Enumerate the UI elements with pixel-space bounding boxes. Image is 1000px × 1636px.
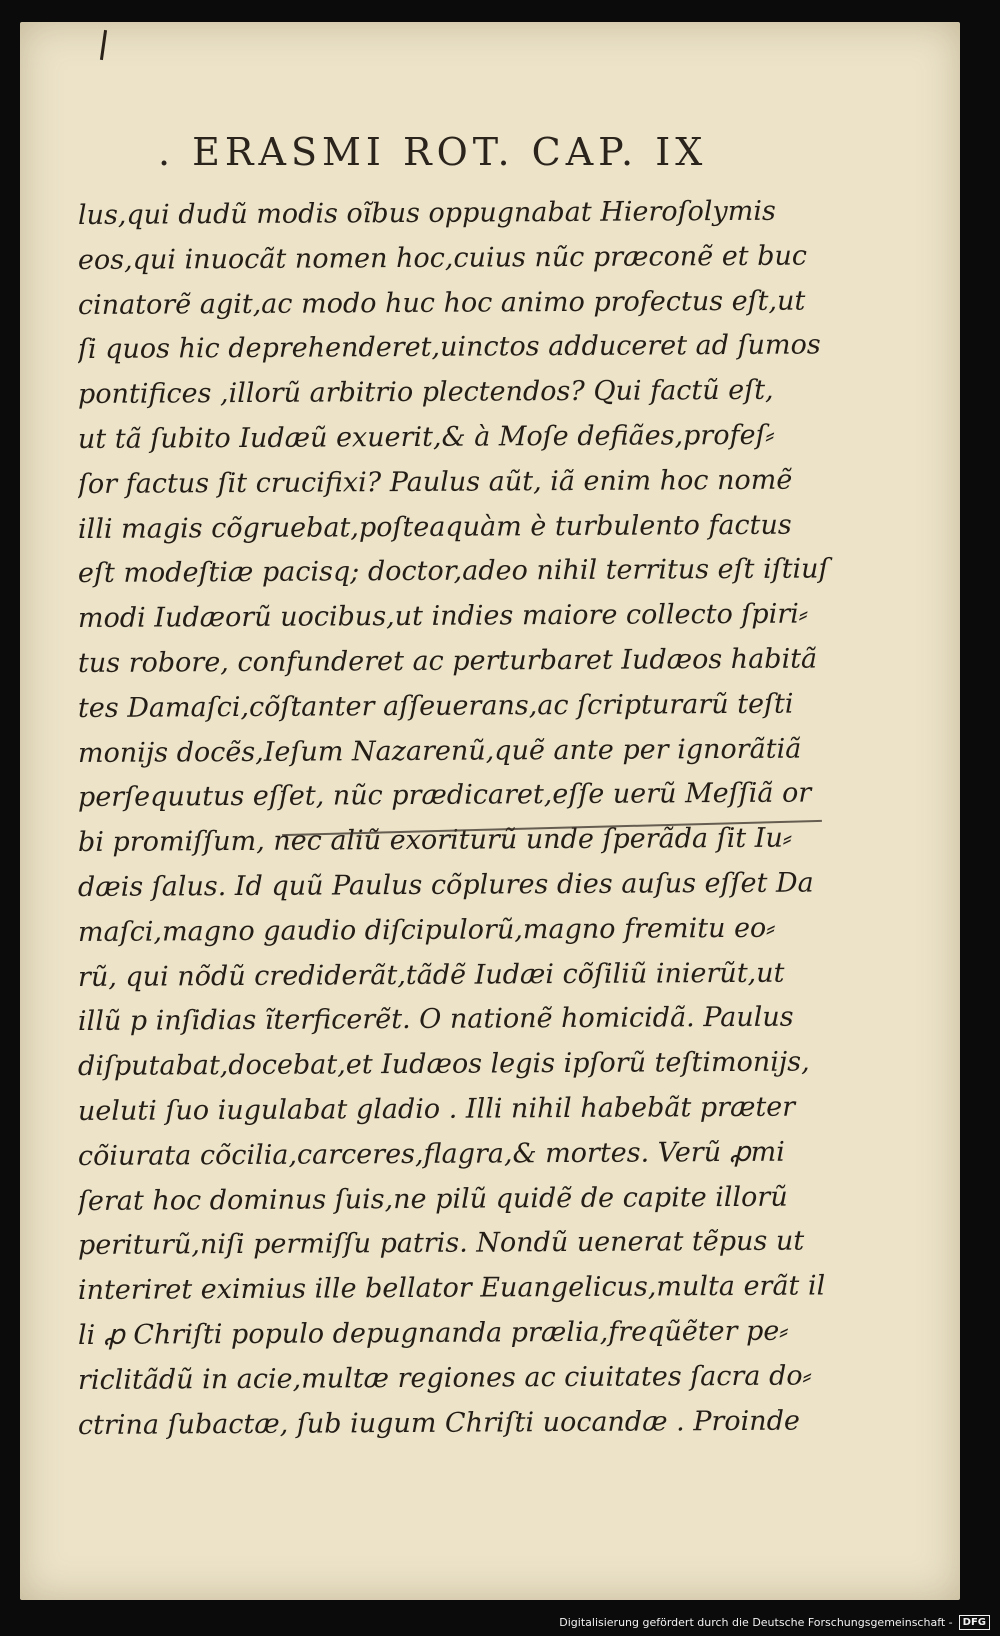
text-line: ueluti ſuo iugulabat gladio . Illi nihil habebãt præter: [77, 1091, 796, 1127]
text-line: diſputabat,docebat,et Iudæos legis ipſorũ teſtimonijs,: [77, 1046, 810, 1083]
text-line: li ꝓ Chriſti populo depugnanda prælia,freqũẽter pe⸗: [77, 1315, 789, 1351]
text-line: cinatorẽ agit,ac modo huc hoc animo profectus eſt,ut: [77, 285, 806, 321]
text-line: pontifices ,illorũ arbitrio plectendos? Qui factũ eſt,: [77, 374, 774, 411]
text-line: tes Damaſci,cõſtanter aſſeuerans,ac ſcripturarũ teſti: [77, 688, 794, 724]
dfg-logo: DFG: [959, 1615, 990, 1630]
text-line: eſt modeſtiæ pacisq; doctor,adeo nihil territus eſt iſtiuſ: [77, 553, 829, 590]
text-line: cõiurata cõcilia,carceres,flagra,& mortes. Verũ ꝓmi: [77, 1136, 785, 1172]
text-line: riclitãdũ in acie,multæ regiones ac ciuitates ſacra do⸗: [77, 1360, 812, 1396]
text-line: ſi quos hic deprehenderet,uinctos adduceret ad ſumos: [77, 329, 821, 366]
text-line: periturũ,niſi permiſſu patris. Nondũ uenerat tẽpus ut: [77, 1225, 805, 1262]
text-line: eos,qui inuocãt nomen hoc,cuius nũc præconẽ et buc: [77, 240, 808, 276]
text-line: ctrina ſubactæ, ſub iugum Chriſti uocandæ . Proinde: [77, 1405, 800, 1441]
text-line: perſequutus eſſet, nũc prædicaret,eſſe uerũ Meſſiã or: [77, 777, 812, 814]
funding-notice: Digitalisierung gefördert durch die Deutsche Forschungsgemeinschaft -: [559, 1616, 953, 1629]
text-line: monijs docẽs,Ieſum Nazarenũ,quẽ ante per ignorãtiã: [77, 733, 802, 769]
text-line: illũ p inſidias ĩterficerẽt. O nationẽ homicidã. Paulus: [77, 1001, 794, 1038]
text-line: maſci,magno gaudio diſcipulorũ,magno fremitu eo⸗: [77, 912, 776, 948]
body-text: [78, 194, 838, 1448]
ink-mark: [100, 30, 107, 60]
text-line: ut tã ſubito Iudæũ exuerit,& à Moſe defiães,profeſ⸗: [77, 419, 775, 455]
text-line: dæis ſalus. Id quũ Paulus cõplures dies auſus eſſet Da: [77, 867, 814, 903]
text-line: bi promiſſum, nec aliũ exoriturũ unde ſperãda ſit Iu⸗: [77, 822, 792, 859]
text-line: rũ, qui nõdũ crediderãt,tãdẽ Iudæi cõſiliũ inierũt,ut: [77, 957, 785, 993]
text-line: lus,qui dudũ modis oĩbus oppugnabat Hieroſolymis: [77, 195, 776, 231]
text-line: ſerat hoc dominus ſuis,ne pilũ quidẽ de capite illorũ: [77, 1181, 788, 1217]
running-head: . ERASMI ROT. CAP. IX: [158, 130, 708, 174]
digitization-credit: [559, 1615, 990, 1630]
text-line: illi magis cõgruebat,poſteaquàm è turbulento factus: [77, 509, 792, 545]
text-line: interiret eximius ille bellator Euangelicus,multa erãt il: [77, 1270, 826, 1307]
text-line: modi Iudæorũ uocibus,ut indies maiore collecto ſpiri⸗: [77, 598, 808, 635]
text-line: ſor factus ſit crucifixi? Paulus aũt, iã enim hoc nomẽ: [77, 464, 793, 500]
text-line: tus robore, confunderet ac perturbaret Iudæos habitã: [77, 643, 818, 679]
book-page: [20, 22, 960, 1600]
